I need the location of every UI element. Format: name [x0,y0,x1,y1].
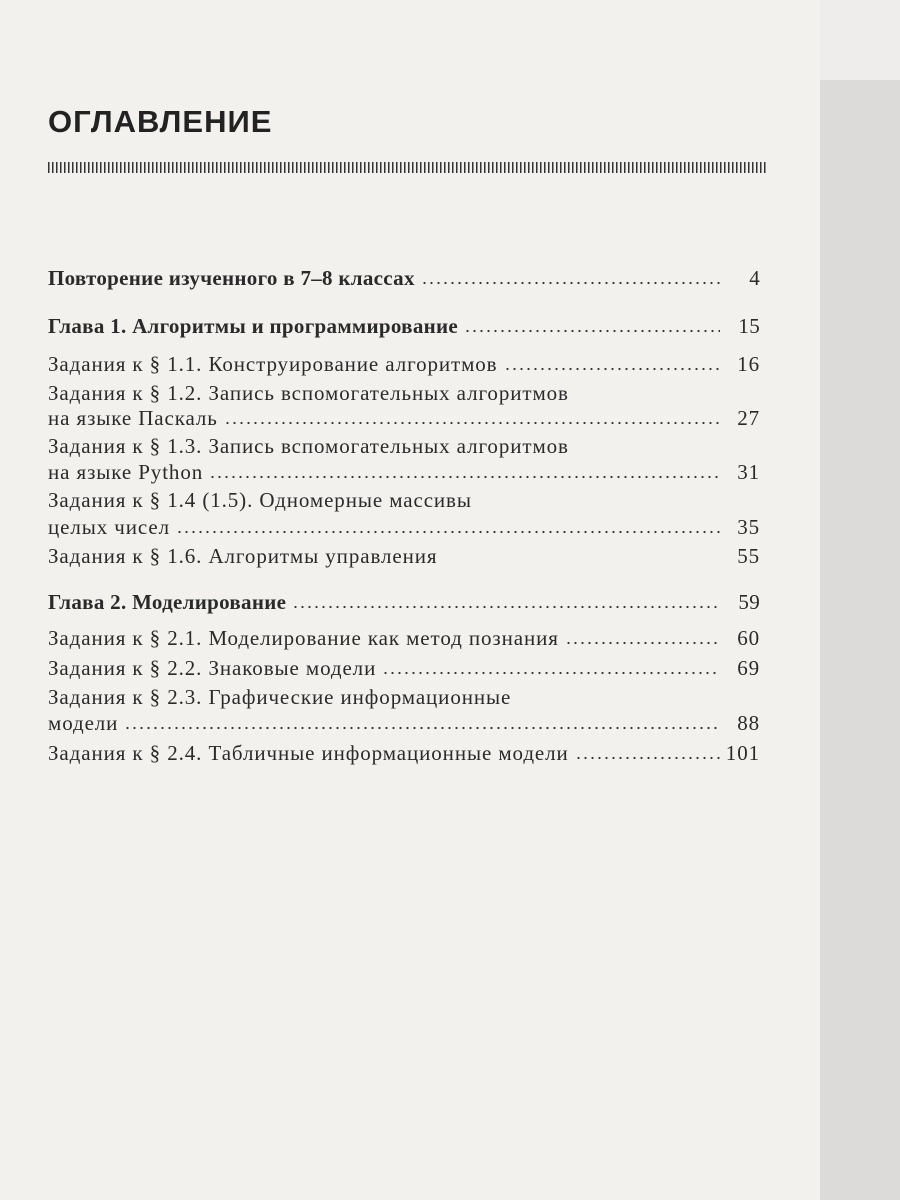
toc-page-number: 15 [738,314,760,338]
title-underline-divider [48,162,766,173]
leader-dots [464,329,720,333]
toc-entry-line[interactable] [48,488,760,513]
toc-entry-title: Глава 2. Моделирование [48,590,287,614]
toc-page-number: 69 [737,656,760,680]
toc-entry-title: Задания к § 1.2. Запись вспомогательных алгоритмов [48,381,569,405]
leader-dots [443,559,720,563]
page-edge-shadow-top [820,0,900,80]
leader-dots [565,641,720,645]
toc-entry[interactable] [48,266,760,291]
toc-entry[interactable] [48,656,760,681]
toc-page-number: 59 [738,590,760,614]
toc-entry-title: Задания к § 2.1. Моделирование как метод познания [48,626,559,650]
toc-entry[interactable] [48,544,760,569]
leader-dots [224,421,720,425]
toc-entry[interactable] [48,626,760,651]
toc-page-number: 60 [737,626,760,650]
leader-dots [421,281,720,285]
toc-page-number: 16 [737,352,760,376]
leader-dots [504,367,720,371]
toc-entry-line[interactable] [48,434,760,459]
toc-entry-title: Повторение изученного в 7–8 классах [48,266,415,290]
toc-entry[interactable] [48,515,760,540]
leader-dots [382,671,720,675]
leader-dots [209,475,720,479]
toc-entry[interactable] [48,741,760,766]
toc-entry[interactable] [48,711,760,736]
toc-entry-title: Задания к § 2.4. Табличные информационные модели [48,741,569,765]
toc-entry-title-continued: на языке Python [48,460,204,484]
toc-entry[interactable] [48,460,760,485]
toc-entry-title: Задания к § 1.3. Запись вспомогательных алгоритмов [48,434,569,458]
toc-entry-title: Задания к § 2.2. Знаковые модели [48,656,377,680]
toc-entry-title: Глава 1. Алгоритмы и программирование [48,314,459,338]
toc-entry-line[interactable] [48,685,760,710]
toc-page-number: 55 [737,544,760,568]
toc-entry-title-continued: на языке Паскаль [48,406,218,430]
toc-page-number: 35 [737,515,760,539]
toc-entry-title: Задания к § 1.1. Конструирование алгоритмов [48,352,498,376]
toc-entry[interactable] [48,352,760,377]
toc-page-number: 31 [737,460,760,484]
toc-entry[interactable] [48,590,760,615]
toc-page-number: 101 [725,741,760,765]
toc-page-number: 88 [737,711,760,735]
toc-entry-title: Задания к § 1.6. Алгоритмы управления [48,544,438,568]
toc-entry-title: Задания к § 2.3. Графические информационные [48,685,512,709]
page-edge-shadow [820,80,900,1200]
toc-page-number: 4 [749,266,760,290]
leader-dots [176,530,720,534]
toc-entry-title: Задания к § 1.4 (1.5). Одномерные массивы [48,488,472,512]
page-title: ОГЛАВЛЕНИЕ [48,104,273,139]
toc-entry-title-continued: модели [48,711,119,735]
toc-entry-title-continued: целых чисел [48,515,170,539]
toc-entry-line[interactable] [48,381,760,406]
leader-dots [124,726,720,730]
leader-dots [292,605,720,609]
toc-entry[interactable] [48,406,760,431]
toc-entry[interactable] [48,314,760,339]
toc-page-number: 27 [737,406,760,430]
leader-dots [575,756,720,760]
